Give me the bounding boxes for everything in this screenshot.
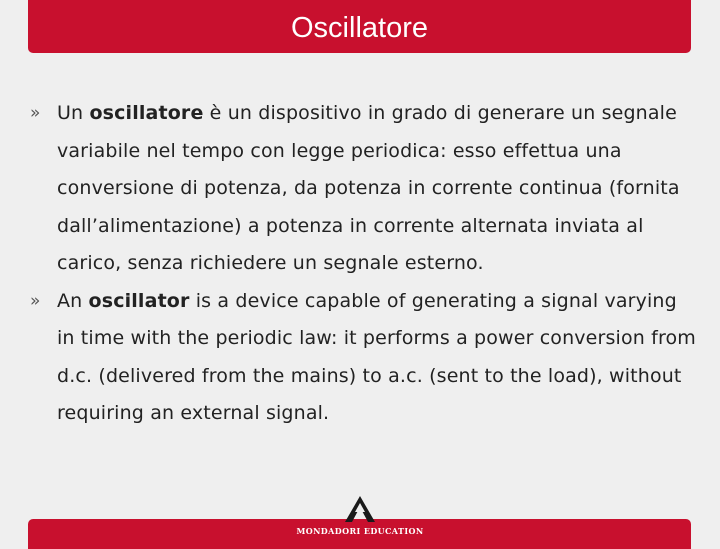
- slide-title: Oscillatore: [291, 11, 428, 44]
- bullet-italian: [30, 95, 700, 283]
- logo-text: MONDADORI EDUCATION: [296, 526, 424, 536]
- bullet-text: An oscillator is a device capable of generating a signal varying in time with the periodic law: it performs a power conversion from d.c. (delivered from the mains) to a.c. (sent to the load), without requiring an external signal.: [57, 289, 696, 424]
- publisher-logo: [0, 495, 720, 536]
- bullet-text: Un oscillatore è un dispositivo in grado di generare un segnale variabile nel tempo con legge periodica: esso effettua una conversione di potenza, da potenza in corrente continua (fornita dall’alimentazione) a potenza in corrente alternata inviata al carico, senza richiedere un segnale esterno.: [57, 102, 680, 274]
- bullet-marker: »: [30, 103, 41, 123]
- slide-content: [30, 95, 700, 433]
- bullet-marker: »: [30, 290, 41, 311]
- bold-term: oscillatore: [89, 102, 204, 124]
- bold-term: oscillator: [88, 289, 190, 312]
- mondadori-a-logo-icon: [342, 495, 378, 523]
- title-bar: [28, 0, 691, 53]
- bullet-english: [30, 283, 700, 433]
